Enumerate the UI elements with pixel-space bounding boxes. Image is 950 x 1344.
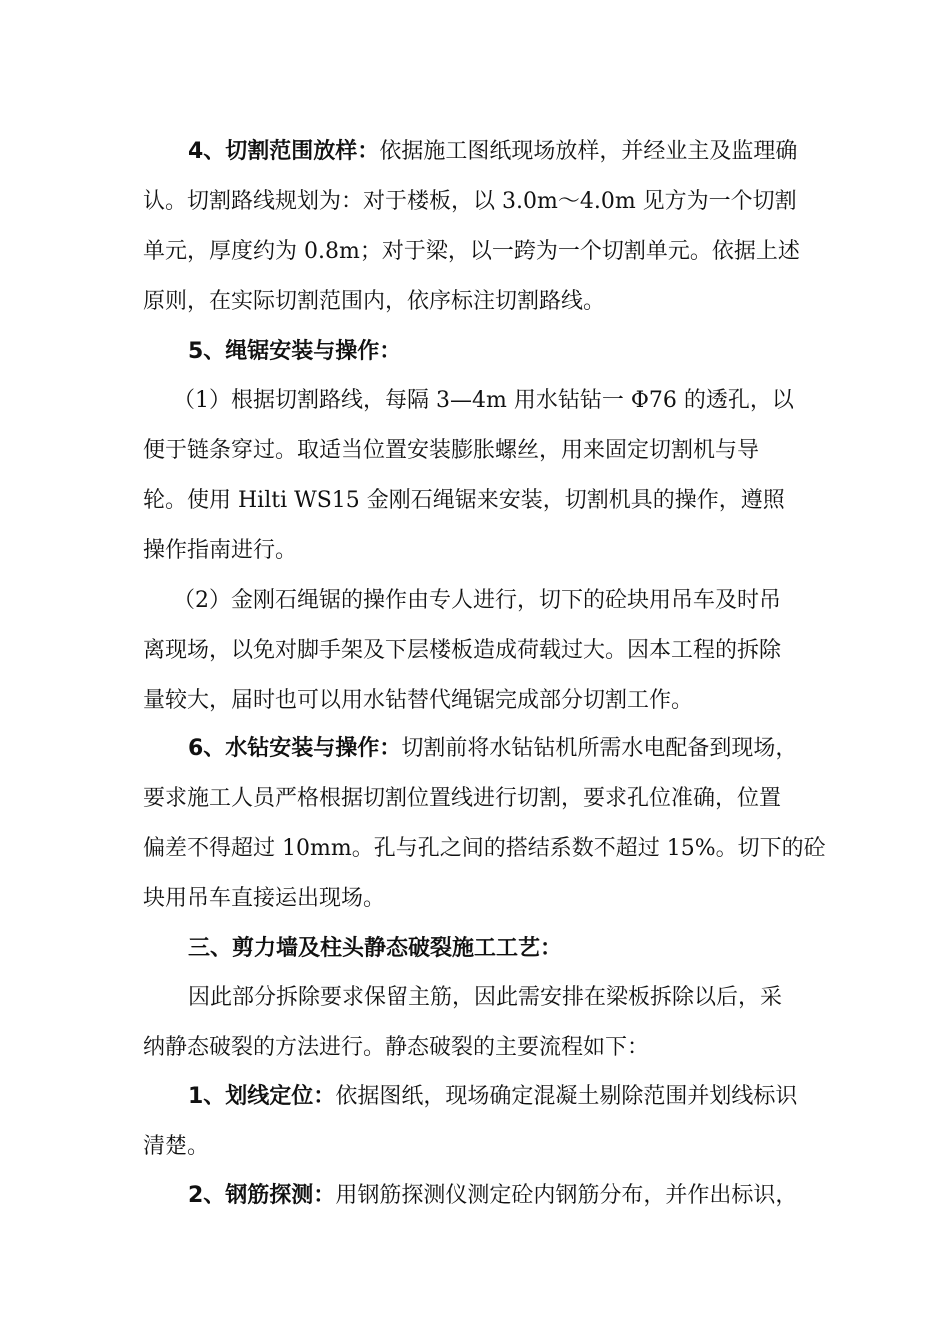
paragraph-line: 离现场，以免对脚手架及下层楼板造成荷载过大。因本工程的拆除 <box>143 638 782 663</box>
paragraph-line <box>143 1171 809 1221</box>
paragraph-line: 纳静态破裂的方法进行。静态破裂的主要流程如下： <box>143 1035 650 1060</box>
paragraph-marking-positioning <box>143 1072 809 1172</box>
paragraph-static-cracking-intro <box>143 973 809 1073</box>
paragraph-text: 用钢筋探测仪测定砼内钢筋分布，并作出标识， <box>335 1183 798 1208</box>
paragraph-line: 清楚。 <box>143 1134 210 1159</box>
paragraph-line: （2）金刚石绳锯的操作由专人进行，切下的砼块用吊车及时吊 <box>173 588 781 613</box>
paragraph-text: 依据图纸，现场确定混凝土剔除范围并划线标识 <box>335 1084 798 1109</box>
section-heading-static-cracking <box>143 924 809 974</box>
paragraph-cutting-layout <box>143 127 809 327</box>
paragraph-line: 原则，在实际切割范围内，依序标注切割路线。 <box>143 289 606 314</box>
paragraph-line: 便于链条穿过。取适当位置安装膨胀螺丝，用来固定切割机与导 <box>143 438 760 463</box>
paragraph-wire-saw-step-2 <box>143 576 809 726</box>
paragraph-heading: 2、钢筋探测： <box>188 1183 336 1208</box>
paragraph-line: 量较大，届时也可以用水钻替代绳锯完成部分切割工作。 <box>143 688 694 713</box>
paragraph-heading: 4、切割范围放样： <box>188 139 380 164</box>
paragraph-line: 认。切割路线规划为：对于楼板，以 3.0m～4.0m 见方为一个切割 <box>143 189 797 214</box>
paragraph-line: 块用吊车直接运出现场。 <box>143 886 386 911</box>
heading-wire-saw <box>143 327 809 377</box>
paragraph-heading: 5、绳锯安装与操作： <box>188 339 402 364</box>
paragraph-line: 因此部分拆除要求保留主筋，因此需安排在梁板拆除以后，采 <box>188 985 783 1010</box>
paragraph-line: 轮。使用 Hilti WS15 金刚石绳锯来安装，切割机具的操作，遵照 <box>143 488 785 513</box>
paragraph-line: （1）根据切割路线，每隔 3—4m 用水钻钻一 Φ76 的透孔，以 <box>173 388 794 413</box>
paragraph-rebar-detection <box>143 1171 809 1221</box>
paragraph-line: 单元，厚度约为 0.8m；对于梁，以一跨为一个切割单元。依据上述 <box>143 239 800 264</box>
paragraph-wire-saw-step-1 <box>143 376 809 576</box>
paragraph-heading: 1、划线定位： <box>188 1084 336 1109</box>
section-heading: 三、剪力墙及柱头静态破裂施工工艺： <box>188 936 563 961</box>
paragraph-line <box>143 127 809 177</box>
paragraph-line: 偏差不得超过 10mm。孔与孔之间的搭结系数不超过 15%。切下的砼 <box>143 836 826 861</box>
paragraph-line <box>143 1072 809 1122</box>
paragraph-line <box>143 724 809 774</box>
paragraph-heading: 6、水钻安装与操作： <box>188 736 402 761</box>
paragraph-text: 依据施工图纸现场放样，并经业主及监理确 <box>379 139 798 164</box>
paragraph-text: 切割前将水钻钻机所需水电配备到现场， <box>401 736 798 761</box>
paragraph-line: 操作指南进行。 <box>143 538 298 563</box>
paragraph-water-drill <box>143 724 826 924</box>
paragraph-line: 要求施工人员严格根据切割位置线进行切割，要求孔位准确，位置 <box>143 786 782 811</box>
